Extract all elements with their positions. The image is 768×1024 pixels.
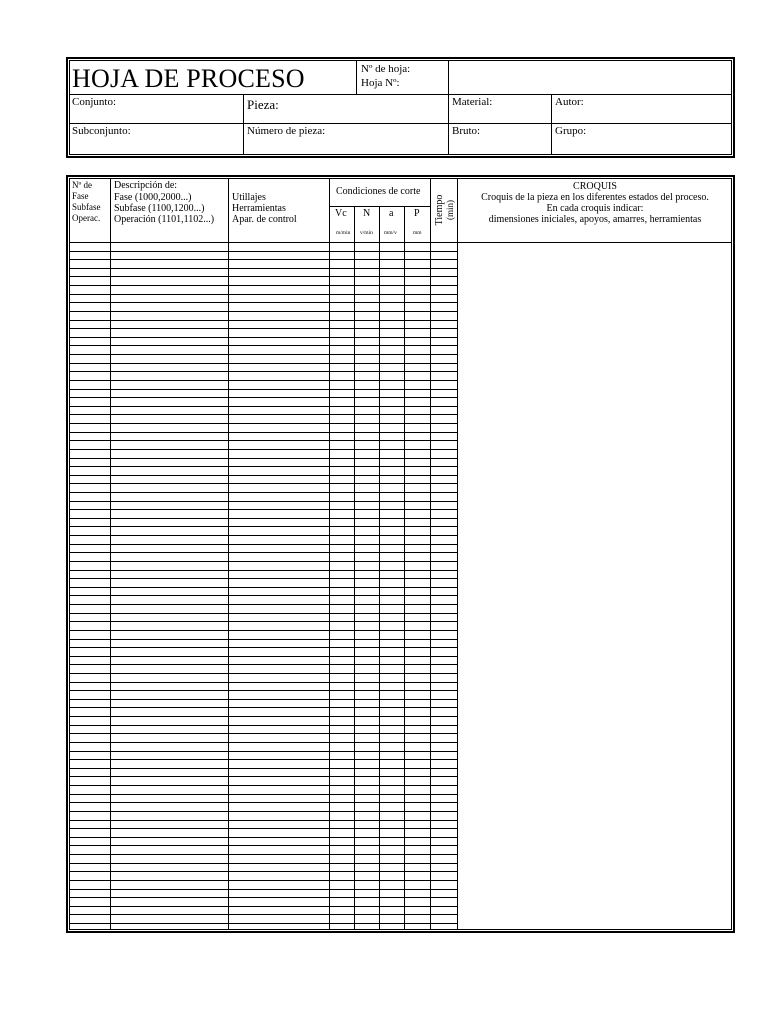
sheet-label: Hoja Nº:: [361, 77, 400, 89]
sheet-number-field[interactable]: [449, 61, 731, 94]
numero-pieza-label: Número de pieza:: [247, 125, 326, 137]
cutting-conditions-header: Condiciones de corte: [336, 186, 421, 197]
tiempo-label: Tiempo: [433, 194, 445, 226]
croquis-line-1: Croquis de la pieza en los diferentes estados del proceso.: [481, 192, 709, 203]
col-tools-line-2: Herramientas: [232, 203, 286, 214]
table-row-line: [69, 897, 457, 898]
header-row-divider-2: [69, 123, 732, 124]
table-row-line: [69, 587, 457, 588]
table-row-line: [69, 561, 457, 562]
table-row-line: [69, 906, 457, 907]
tiempo-header: [432, 180, 457, 240]
table-row-line: [69, 320, 457, 321]
croquis-drawing-area[interactable]: [459, 243, 731, 929]
grupo-label: Grupo:: [555, 125, 587, 137]
table-row-line: [69, 509, 457, 510]
table-row-line: [69, 544, 457, 545]
table-row-line: [69, 673, 457, 674]
table-row-line: [69, 276, 457, 277]
table-row-line: [69, 716, 457, 717]
table-row-line: [69, 923, 457, 924]
table-column-divider: [404, 206, 405, 930]
table-row-line: [69, 863, 457, 864]
table-row-line: [69, 820, 457, 821]
table-row-line: [69, 604, 457, 605]
table-row-line: [69, 889, 457, 890]
table-row-line: [69, 742, 457, 743]
col-tools-line-3: Apar. de control: [232, 214, 297, 225]
vc-header: Vc: [335, 208, 347, 219]
table-row-line: [69, 811, 457, 812]
a-unit: mm/v: [384, 230, 397, 236]
table-row-line: [69, 397, 457, 398]
table-row-line: [69, 354, 457, 355]
table-row-line: [69, 414, 457, 415]
vc-unit: m/min: [336, 230, 351, 236]
p-header: P: [414, 208, 420, 219]
table-row-line: [69, 268, 457, 269]
col-num-line-3: Subfase: [72, 202, 101, 212]
table-row-line: [69, 259, 457, 260]
page-title: HOJA DE PROCESO: [72, 64, 305, 93]
table-row-line: [69, 699, 457, 700]
col-desc-line-1: Descripción de:: [114, 180, 178, 191]
table-row-line: [69, 552, 457, 553]
table-row-line: [69, 854, 457, 855]
table-row-line: [69, 725, 457, 726]
table-row-line: [69, 440, 457, 441]
table-row-line: [69, 423, 457, 424]
table-row-line: [69, 432, 457, 433]
table-row-line: [69, 639, 457, 640]
table-row-line: [69, 302, 457, 303]
table-row-line: [69, 578, 457, 579]
a-header: a: [389, 208, 394, 219]
table-row-line: [69, 251, 457, 252]
table-row-line: [69, 475, 457, 476]
table-row-line: [69, 535, 457, 536]
subconjunto-label: Subconjunto:: [72, 125, 131, 137]
croquis-line-2: En cada croquis indicar:: [546, 203, 644, 214]
table-column-divider: [228, 178, 229, 930]
table-column-divider: [457, 178, 458, 930]
sheet-number-label: Nº de hoja:: [361, 63, 411, 75]
table-row-line: [69, 845, 457, 846]
pieza-label: Pieza:: [247, 97, 279, 112]
table-column-divider: [110, 178, 111, 930]
table-header-bottom: [69, 242, 732, 243]
table-row-line: [69, 337, 457, 338]
table-row-line: [69, 828, 457, 829]
table-row-line: [69, 914, 457, 915]
table-row-line: [69, 526, 457, 527]
conditions-subheader-line: [329, 206, 430, 207]
col-num-line-4: Operac.: [72, 213, 101, 223]
col-desc-line-2: Fase (1000,2000...): [114, 192, 192, 203]
table-row-line: [69, 458, 457, 459]
n-unit: v/min: [360, 230, 373, 236]
table-row-line: [69, 595, 457, 596]
col-num-line-1: Nº de: [72, 180, 93, 190]
croquis-title: CROQUIS: [573, 181, 617, 192]
col-desc-line-3: Subfase (1100,1200...): [114, 203, 205, 214]
table-row-line: [69, 776, 457, 777]
tiempo-unit: (min): [444, 200, 455, 221]
header-divider-autor: [551, 94, 552, 155]
croquis-line-3: dimensiones iniciales, apoyos, amarres, herramientas: [488, 214, 702, 225]
table-row-line: [69, 285, 457, 286]
table-row-line: [69, 751, 457, 752]
table-row-line: [69, 682, 457, 683]
table-row-line: [69, 647, 457, 648]
table-row-line: [69, 785, 457, 786]
table-row-line: [69, 880, 457, 881]
col-num-line-2: Fase: [72, 191, 89, 201]
table-row-line: [69, 492, 457, 493]
table-row-line: [69, 389, 457, 390]
table-row-line: [69, 768, 457, 769]
table-row-line: [69, 837, 457, 838]
table-row-line: [69, 794, 457, 795]
table-column-divider: [430, 178, 431, 930]
conjunto-label: Conjunto:: [72, 96, 117, 108]
table-row-line: [69, 733, 457, 734]
table-row-line: [69, 707, 457, 708]
table-row-line: [69, 656, 457, 657]
table-row-line: [69, 328, 457, 329]
col-desc-line-4: Operación (1101,1102...): [114, 214, 215, 225]
table-row-line: [69, 501, 457, 502]
header-row-divider-1: [69, 94, 732, 95]
table-row-line: [69, 630, 457, 631]
table-row-line: [69, 371, 457, 372]
table-row-line: [69, 363, 457, 364]
bruto-label: Bruto:: [452, 125, 481, 137]
n-header: N: [363, 208, 371, 219]
table-row-line: [69, 294, 457, 295]
header-divider-pieza: [243, 94, 244, 155]
material-label: Material:: [452, 96, 493, 108]
header-divider-title: [356, 60, 357, 94]
table-row-line: [69, 449, 457, 450]
table-row-line: [69, 311, 457, 312]
table-row-line: [69, 759, 457, 760]
table-row-line: [69, 690, 457, 691]
table-row-line: [69, 621, 457, 622]
table-row-line: [69, 345, 457, 346]
p-unit: mm: [413, 230, 422, 236]
croquis-header: [459, 181, 731, 225]
table-column-divider: [379, 206, 380, 930]
table-row-line: [69, 570, 457, 571]
table-column-divider: [329, 178, 330, 930]
table-row-line: [69, 406, 457, 407]
table-row-line: [69, 664, 457, 665]
table-row-line: [69, 483, 457, 484]
col-tools-line-1: Utillajes: [232, 192, 266, 203]
table-row-line: [69, 518, 457, 519]
table-row-line: [69, 380, 457, 381]
table-column-divider: [354, 206, 355, 930]
table-row-line: [69, 613, 457, 614]
table-row-line: [69, 871, 457, 872]
table-row-line: [69, 466, 457, 467]
autor-label: Autor:: [555, 96, 584, 108]
table-row-line: [69, 802, 457, 803]
